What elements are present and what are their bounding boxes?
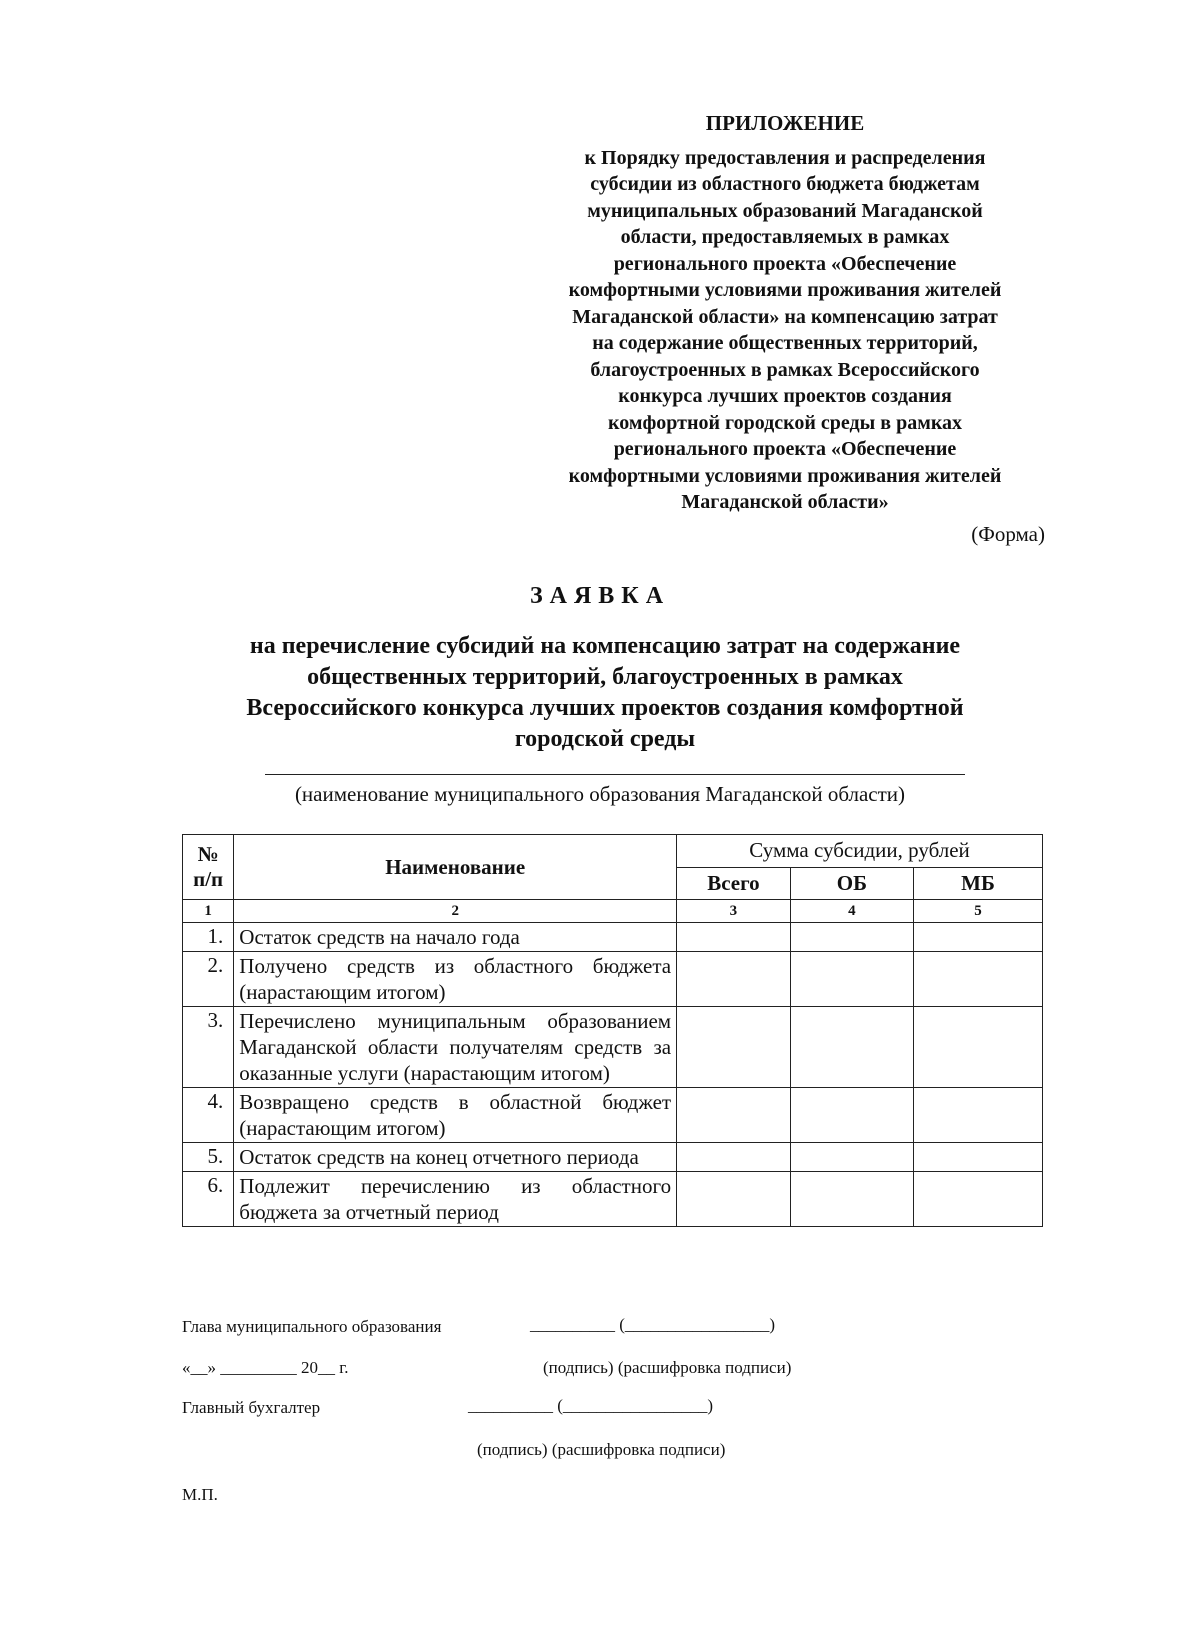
index-cell: 3: [677, 900, 791, 923]
table-row: [183, 1172, 1043, 1227]
row-num: 6.: [183, 1172, 234, 1227]
table-row: [183, 1088, 1043, 1143]
head-label: Глава муниципального образования: [182, 1317, 442, 1336]
appendix-line: благоустроенных в рамках Всероссийского: [590, 358, 980, 381]
row-num: 1.: [183, 923, 234, 952]
row-name: Остаток средств на конец отчетного периода: [234, 1143, 677, 1172]
row-num: 5.: [183, 1143, 234, 1172]
cell-total[interactable]: [677, 1172, 791, 1227]
municipality-name-caption: (наименование муниципального образования Магаданской области): [294, 782, 906, 806]
cell-mb[interactable]: [914, 923, 1043, 952]
row-num: 3.: [183, 1007, 234, 1088]
head-signature-line[interactable]: __________ (_________________): [530, 1315, 776, 1334]
subtitle-line: на перечисление субсидий на компенсацию затрат на содержание: [249, 633, 961, 659]
stamp-label: М.П.: [182, 1485, 218, 1504]
appendix-block: [520, 110, 1050, 516]
appendix-line: муниципальных образований Магаданской: [587, 199, 983, 222]
cell-ob[interactable]: [790, 952, 913, 1007]
appendix-line: комфортной городской среды в рамках: [607, 411, 963, 434]
subtitle-line: общественных территорий, благоустроенных в рамках: [307, 664, 903, 690]
index-cell: 4: [790, 900, 913, 923]
header-mb: МБ: [914, 867, 1043, 900]
row-name: Получено средств из областного бюджета (нарастающим итогом): [234, 952, 677, 1007]
appendix-line: регионального проекта «Обеспечение: [613, 438, 957, 460]
head-signature-caption: (подпись) (расшифровка подписи): [543, 1358, 792, 1377]
cell-total[interactable]: [677, 923, 791, 952]
appendix-line: Магаданской области»: [681, 491, 889, 513]
appendix-line: Магаданской области» на компенсацию затрат: [572, 305, 998, 328]
cell-ob[interactable]: [790, 1088, 913, 1143]
table-row: [183, 923, 1043, 952]
appendix-line: регионального проекта «Обеспечение: [613, 252, 957, 275]
municipality-name-field[interactable]: [265, 774, 965, 775]
header-row: [183, 835, 1043, 868]
cell-ob[interactable]: [790, 1172, 913, 1227]
appendix-line: к Порядку предоставления и распределения: [584, 146, 986, 169]
cell-total[interactable]: [677, 1088, 791, 1143]
cell-total[interactable]: [677, 1007, 791, 1088]
form-label: (Форма): [971, 522, 1045, 546]
cell-total[interactable]: [677, 952, 791, 1007]
document-title: ЗАЯВКА: [529, 583, 671, 609]
header-total: Всего: [677, 867, 791, 900]
header-ob: ОБ: [790, 867, 913, 900]
cell-mb[interactable]: [914, 1172, 1043, 1227]
appendix-title: ПРИЛОЖЕНИЕ: [705, 111, 865, 135]
row-num: 2.: [183, 952, 234, 1007]
cell-mb[interactable]: [914, 1007, 1043, 1088]
header-num: № п/п: [183, 835, 234, 900]
cell-ob[interactable]: [790, 1007, 913, 1088]
accountant-label: Главный бухгалтер: [182, 1398, 321, 1417]
table-row: [183, 1143, 1043, 1172]
index-cell: 2: [234, 900, 677, 923]
cell-mb[interactable]: [914, 1143, 1043, 1172]
date-line[interactable]: «__» _________ 20__ г.: [182, 1358, 349, 1377]
row-name: Подлежит перечислению из областного бюджета за отчетный период: [234, 1172, 677, 1227]
appendix-line: области, предоставляемых в рамках: [620, 226, 950, 248]
appendix-line: конкурса лучших проектов создания: [618, 385, 952, 407]
cell-ob[interactable]: [790, 923, 913, 952]
subsidy-table: [182, 834, 1043, 1227]
subtitle-line: городской среды: [514, 726, 696, 752]
appendix-line: на содержание общественных территорий,: [592, 332, 978, 354]
appendix-line: субсидии из областного бюджета бюджетам: [590, 173, 980, 195]
index-cell: 1: [183, 900, 234, 923]
row-name: Перечислено муниципальным образованием Магаданской области получателям средств за оказанные услуги (нарастающим итогом): [234, 1007, 677, 1088]
cell-ob[interactable]: [790, 1143, 913, 1172]
table-row: [183, 952, 1043, 1007]
row-name: Возвращено средств в областной бюджет (нарастающим итогом): [234, 1088, 677, 1143]
header-sum: Сумма субсидии, рублей: [677, 835, 1043, 868]
header-name: Наименование: [234, 835, 677, 900]
appendix-line: комфортными условиями проживания жителей: [568, 279, 1002, 301]
cell-total[interactable]: [677, 1143, 791, 1172]
row-name: Остаток средств на начало года: [234, 923, 677, 952]
row-num: 4.: [183, 1088, 234, 1143]
table-row: [183, 1007, 1043, 1088]
appendix-line: комфортными условиями проживания жителей: [568, 464, 1002, 487]
subtitle-line: Всероссийского конкурса лучших проектов создания комфортной: [246, 695, 964, 721]
cell-mb[interactable]: [914, 1088, 1043, 1143]
cell-mb[interactable]: [914, 952, 1043, 1007]
accountant-signature-caption: (подпись) (расшифровка подписи): [477, 1440, 726, 1459]
index-row: [183, 900, 1043, 923]
document-subtitle: [170, 631, 1040, 755]
index-cell: 5: [914, 900, 1043, 923]
accountant-signature-line[interactable]: __________ (_________________): [468, 1396, 714, 1415]
